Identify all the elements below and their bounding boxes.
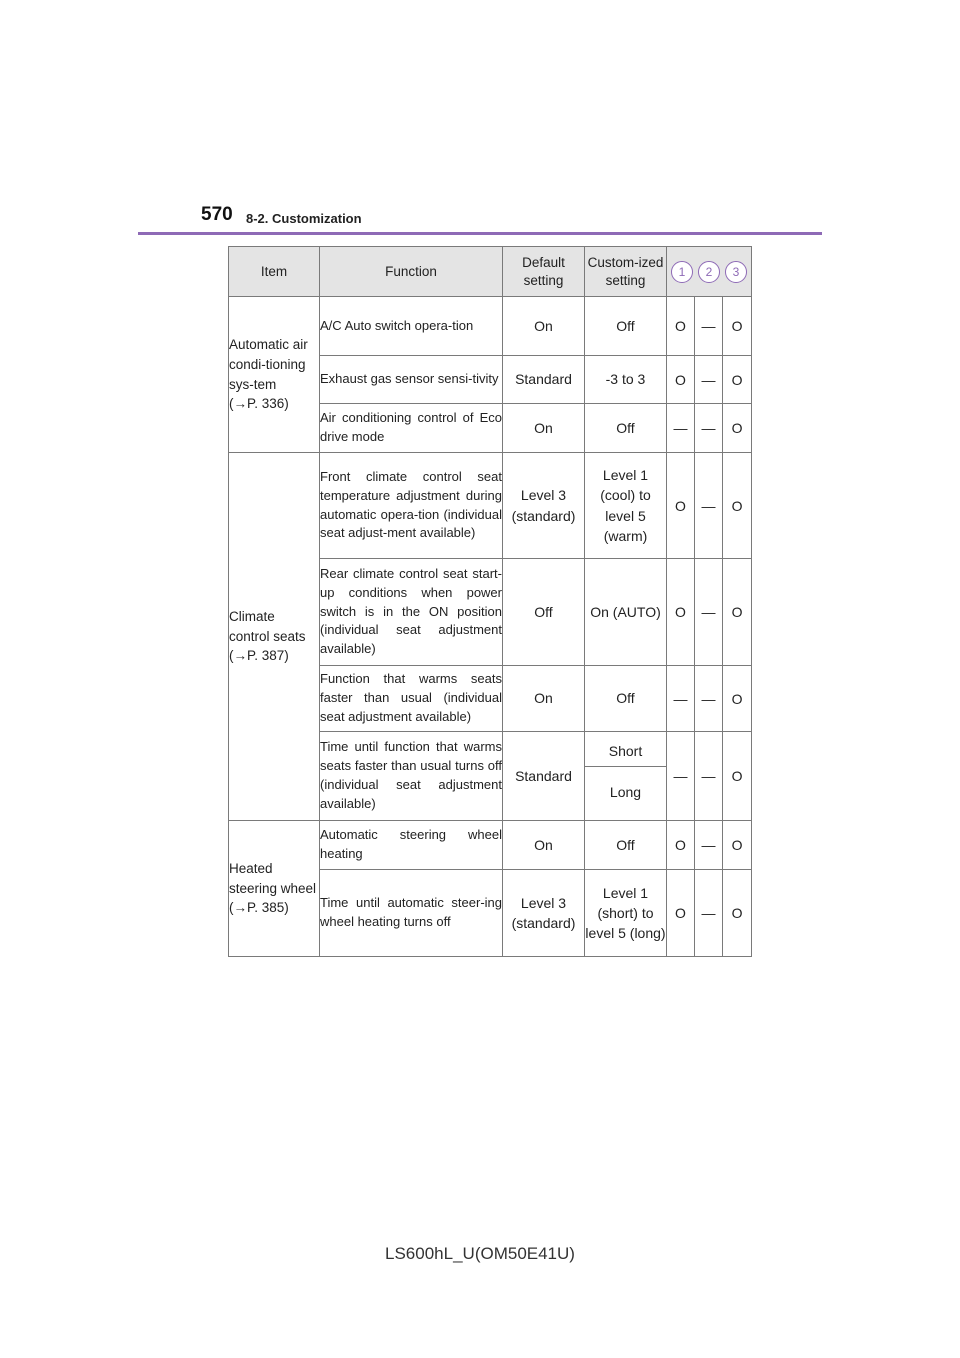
customization-table	[228, 246, 752, 957]
page-reference: (→P. 385)	[229, 900, 289, 916]
default-cell: Standard	[503, 356, 585, 404]
number-2-icon: 2	[698, 261, 720, 283]
mark-1: O	[667, 297, 695, 356]
header-item: Item	[229, 247, 320, 297]
number-1-icon: 1	[671, 261, 693, 283]
page-reference: (→P. 387)	[229, 648, 289, 664]
mark-2: —	[695, 297, 723, 356]
table-row	[229, 821, 752, 870]
mark-2: —	[695, 821, 723, 870]
group-item-climate-seats	[229, 453, 320, 821]
mark-1: O	[667, 821, 695, 870]
page-number: 570	[201, 204, 233, 225]
item-label: Automatic air condi-tioning sys-tem	[229, 337, 308, 392]
function-cell: Automatic steering wheel heating	[320, 821, 503, 870]
default-cell: Off	[503, 559, 585, 666]
mark-2: —	[695, 666, 723, 732]
mark-1: O	[667, 870, 695, 957]
group-item-aircon	[229, 297, 320, 453]
header-numbers	[667, 247, 752, 297]
footer-model-code: LS600hL_U(OM50E41U)	[385, 1244, 575, 1263]
mark-2: —	[695, 356, 723, 404]
custom-cell: Level 1 (short) to level 5 (long)	[585, 870, 667, 957]
custom-cell: -3 to 3	[585, 356, 667, 404]
function-cell: Exhaust gas sensor sensi-tivity	[320, 356, 503, 404]
custom-option-short: Short	[585, 736, 666, 767]
section-title: 8-2. Customization	[246, 211, 362, 226]
mark-2: —	[695, 870, 723, 957]
header-custom: Custom-ized setting	[585, 247, 667, 297]
mark-1: O	[667, 356, 695, 404]
function-cell: Front climate control seat temperature adjustment during automatic opera-tion (individual seat adjust-ment available)	[320, 453, 503, 559]
mark-3: O	[723, 297, 752, 356]
number-3-icon: 3	[725, 261, 747, 283]
mark-1: O	[667, 559, 695, 666]
mark-3: O	[723, 666, 752, 732]
custom-cell-split	[585, 732, 667, 821]
header-default: Default setting	[503, 247, 585, 297]
mark-1: —	[667, 404, 695, 453]
default-cell: Level 3 (standard)	[503, 453, 585, 559]
custom-cell: Level 1 (cool) to level 5 (warm)	[585, 453, 667, 559]
mark-3: O	[723, 559, 752, 666]
table-row	[229, 453, 752, 559]
custom-cell: Off	[585, 821, 667, 870]
default-cell: Level 3 (standard)	[503, 870, 585, 957]
mark-1: —	[667, 732, 695, 821]
default-cell: On	[503, 666, 585, 732]
function-cell: Time until function that warms seats faster than usual turns off (individual seat adjustment available)	[320, 732, 503, 821]
mark-2: —	[695, 732, 723, 821]
mark-3: O	[723, 356, 752, 404]
custom-cell: On (AUTO)	[585, 559, 667, 666]
mark-2: —	[695, 559, 723, 666]
mark-2: —	[695, 453, 723, 559]
item-label: Heated steering wheel	[229, 861, 317, 896]
mark-3: O	[723, 821, 752, 870]
table-header-row	[229, 247, 752, 297]
function-cell: Time until automatic steer-ing wheel heating turns off	[320, 870, 503, 957]
function-cell: A/C Auto switch opera-tion	[320, 297, 503, 356]
header-divider	[138, 232, 822, 235]
mark-3: O	[723, 404, 752, 453]
function-cell: Rear climate control seat start-up conditions when power switch is in the ON position (individual seat adjustment available)	[320, 559, 503, 666]
item-label: Climate control seats	[229, 609, 306, 644]
table-row	[229, 297, 752, 356]
custom-cell: Off	[585, 297, 667, 356]
default-cell: On	[503, 297, 585, 356]
default-cell: Standard	[503, 732, 585, 821]
function-cell: Function that warms seats faster than usual (individual seat adjustment available)	[320, 666, 503, 732]
mark-1: —	[667, 666, 695, 732]
function-cell: Air conditioning control of Eco drive mode	[320, 404, 503, 453]
mark-2: —	[695, 404, 723, 453]
custom-cell: Off	[585, 404, 667, 453]
custom-cell: Off	[585, 666, 667, 732]
mark-3: O	[723, 732, 752, 821]
mark-3: O	[723, 870, 752, 957]
default-cell: On	[503, 821, 585, 870]
mark-1: O	[667, 453, 695, 559]
page-reference: (→P. 336)	[229, 396, 289, 412]
header-function: Function	[320, 247, 503, 297]
custom-option-long: Long	[609, 783, 642, 800]
mark-3: O	[723, 453, 752, 559]
group-item-heated-steering	[229, 821, 320, 957]
default-cell: On	[503, 404, 585, 453]
